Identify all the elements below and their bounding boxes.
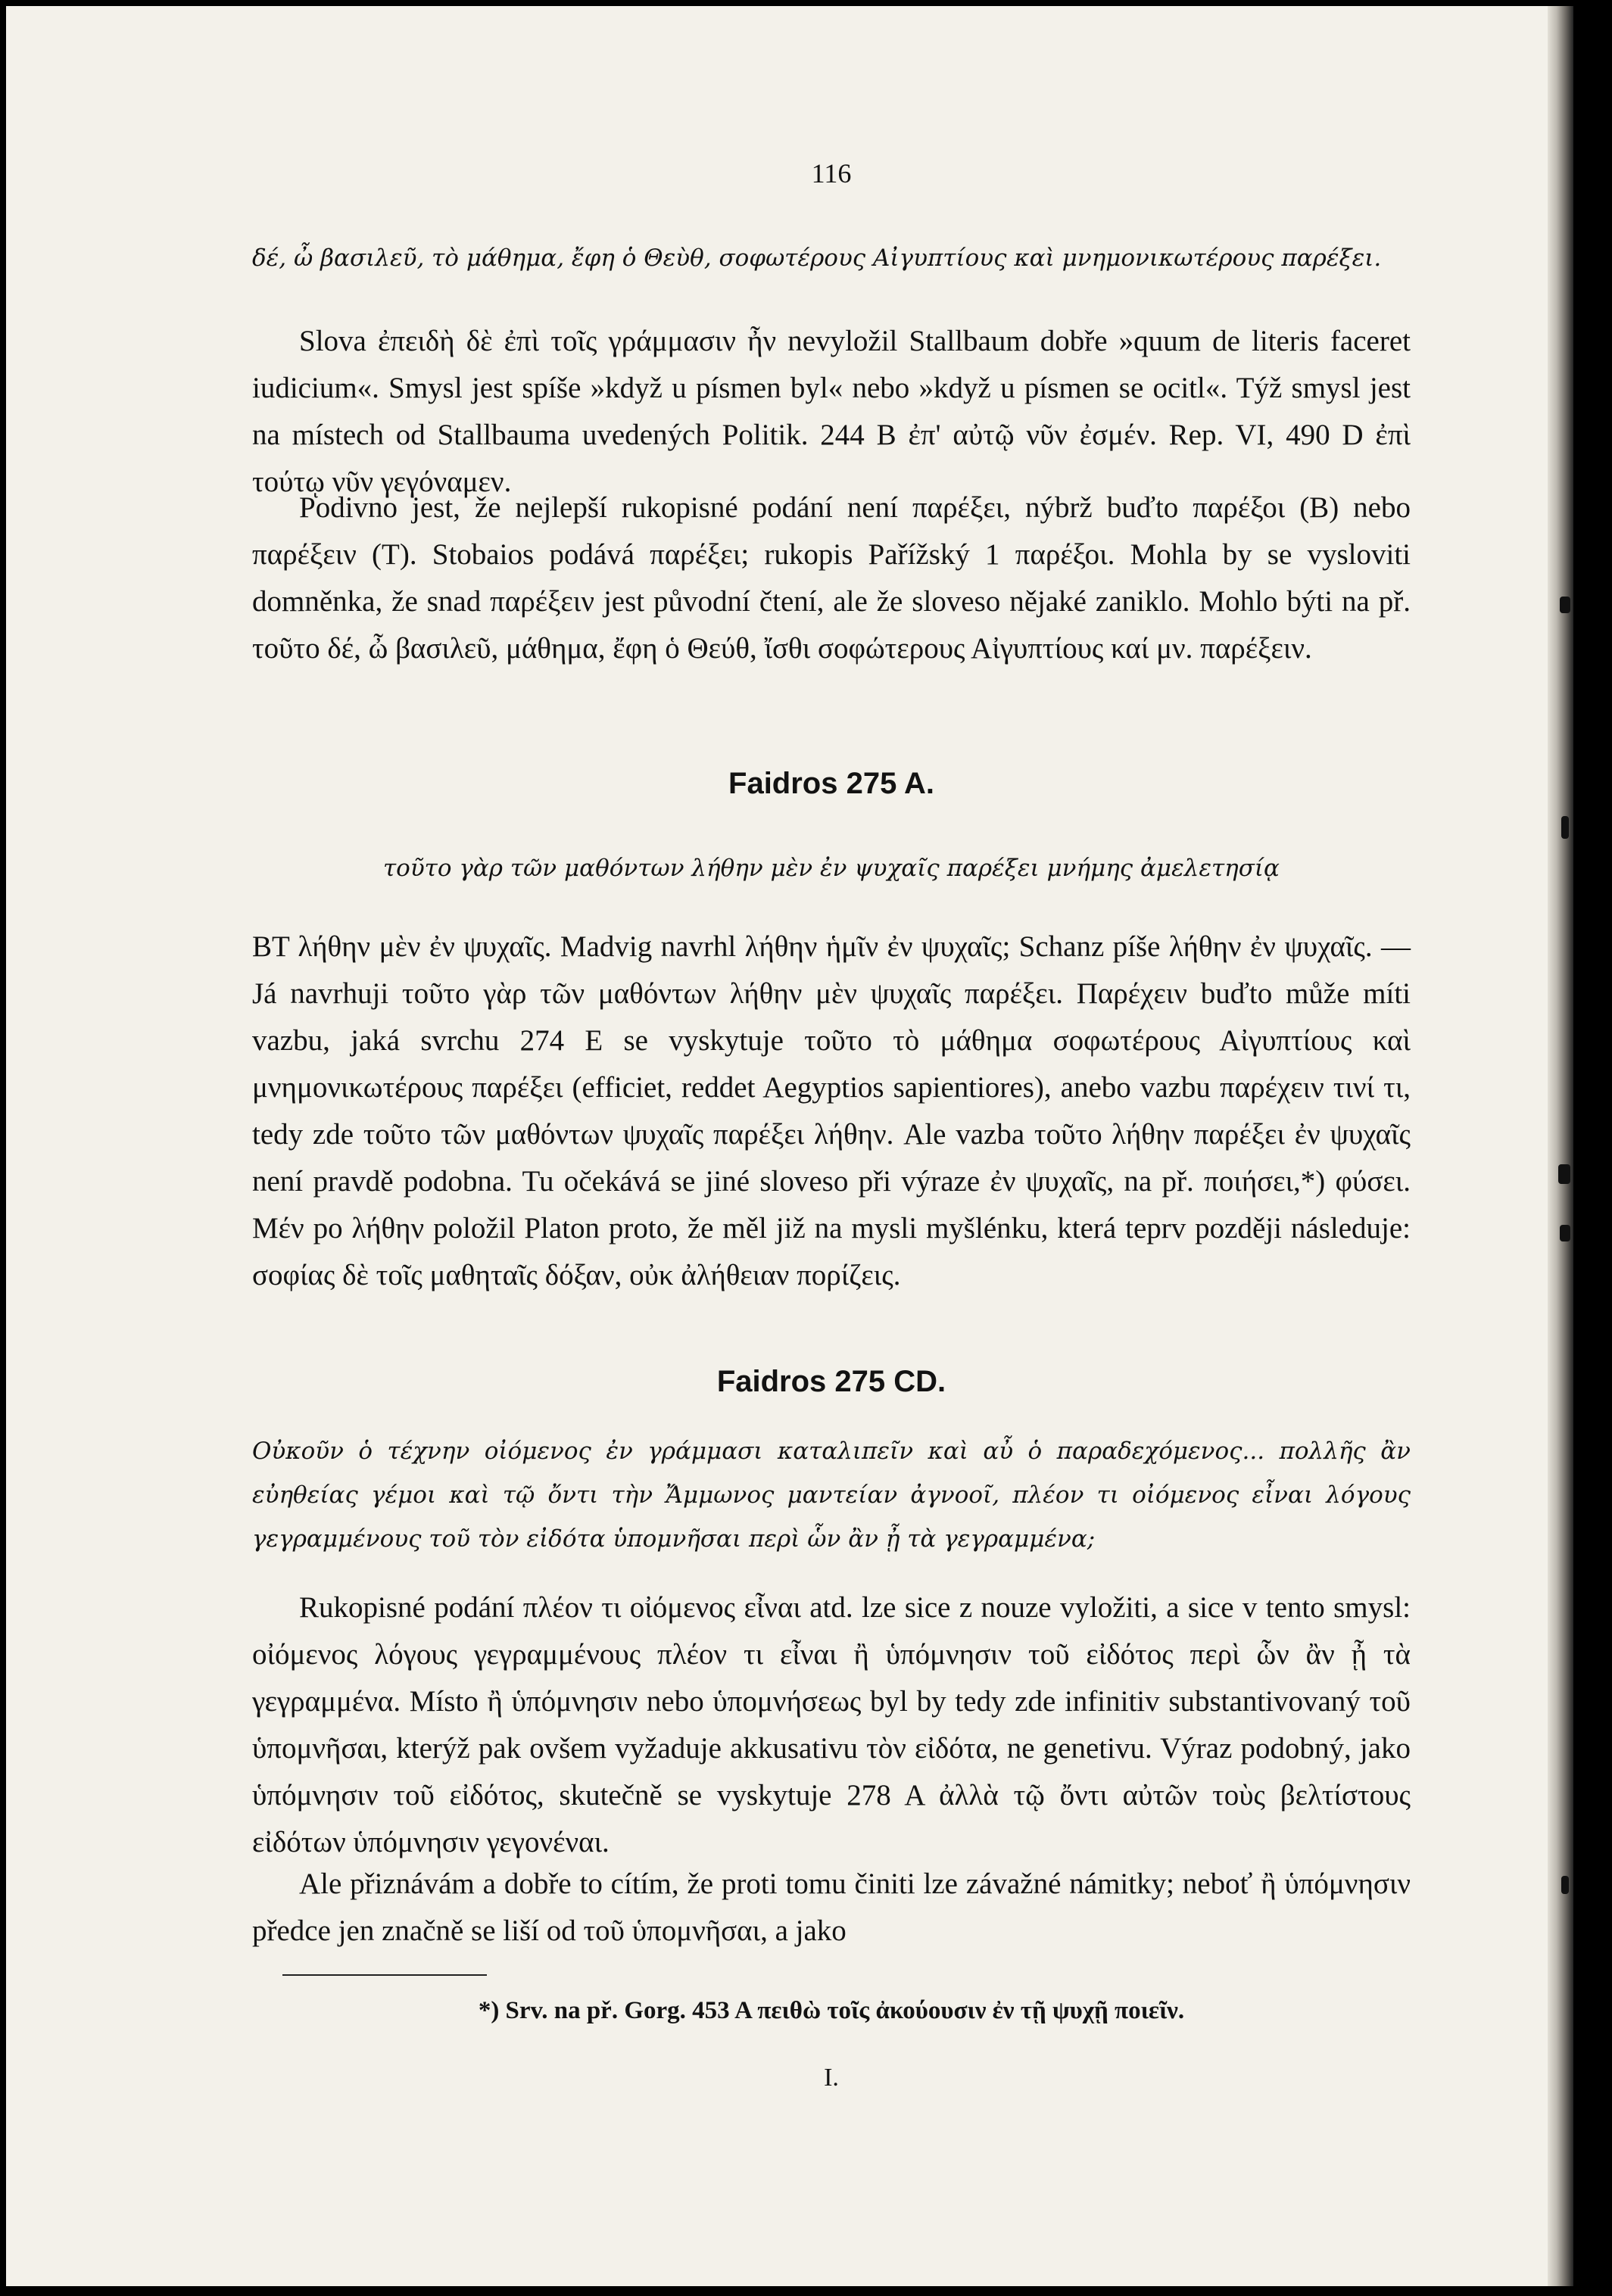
page-edge-shadow xyxy=(1548,6,1573,2286)
paragraph-text: BT λήθην μὲν ἐν ψυχαῖς. Madvig navrhl λήθην ἡμῖν ἐν ψυχαῖς; Schanz píše λήθην ἐν ψυχαῖς. — Já navrhuji τοῦτο γὰρ τῶν μαθόντων λήθην μὲν ψυχαῖς παρέξει. Παρέχειν buďto může míti vazbu, jaká svrchu 274 E se vyskytuje τοῦτο τὸ μάθημα σοφωτέρους Αἰγυπτίους καὶ μνημονικωτέρους παρέξει (efficiet, reddet Aegyptios sapientiores), anebo vazbu παρέχειν τινί τι, tedy zde τοῦτο τῶν μαθόντων ψυχαῖς παρέξει λήθην. Ale vazba τοῦτο λήθην παρέξει ἐν ψυχαῖς není pravdě podobna. Tu očekává se jiné sloveso při výraze ἐν ψυχαῖς, na př. ποιήσει,*) φύσει. Μέν po λήθην položil Platon proto, že měl již na mysli myšlénku, která teprv později následuje: σοφίας δὲ τοῖς μαθηταῖς δόξαν, οὐκ ἀλήθειαν πορίζεις. xyxy=(252,930,1411,1291)
section-heading-275a: Faidros 275 A. xyxy=(728,767,934,800)
paragraph-3 xyxy=(252,484,1411,672)
edge-mark xyxy=(1560,1225,1570,1241)
paragraph-text: Slova ἐπειδὴ δὲ ἐπὶ τοῖς γράμμασιν ἦν nevyložil Stallbaum dobře »quum de literis faceret iudicium«. Smysl jest spíše »když u písmen byl« nebo »když u písmen se ocitl«. Týž smysl jest na místech od Stallbauma uvedených Politik. 244 B ἐπ' αὐτῷ νῦν ἐσμέν. Rep. VI, 490 D ἐπὶ τούτῳ νῦν γεγόναμεν. xyxy=(252,325,1411,498)
signature-mark: I. xyxy=(824,2064,839,2092)
paragraph-text: δέ, ὦ βασιλεῦ, τὸ μάθημα, ἔφη ὁ Θεὺθ, σοφωτέρους Αἰγυπτίους καὶ μνημονικωτέρους παρέξει. xyxy=(252,245,1382,272)
paragraph-4 xyxy=(252,924,1411,1299)
footnote: *) Srv. na př. Gorg. 453 A πειθὼ τοῖς ἀκούουσιν ἐν τῇ ψυχῇ ποιεῖν. xyxy=(478,1997,1185,2024)
paragraph-2 xyxy=(252,318,1411,506)
edge-mark xyxy=(1561,1876,1569,1894)
paragraph-text: Rukopisné podání πλέον τι οἰόμενος εἶναι atd. lze sice z nouze vyložiti, a sice v tento smysl: οἰόμενος λόγους γεγραμμένους πλέον τι εἶναι ἢ ὑπόμνησιν τοῦ εἰδότος περὶ ὧν ἂν ᾖ τὰ γεγραμμένα. Místo ἢ ὑπόμνησιν nebo ὑπομνήσεως byl by tedy zde infinitiv substantivovaný τοῦ ὑπομνῆσαι, kterýž pak ovšem vyžaduje akkusativu τὸν εἰδότα, ne genetivu. Výraz podobný, jako ὑπόμνησιν τοῦ εἰδότος, skutečně se vyskytuje 278 A ἀλλὰ τῷ ὄντι αὐτῶν τοὺς βελτίστους εἰδότων ὑπόμνησιν γεγονέναι. xyxy=(252,1591,1411,1858)
footnote-rule xyxy=(282,1974,487,1976)
edge-mark xyxy=(1561,816,1569,839)
edge-mark xyxy=(1560,597,1570,613)
paragraph-6 xyxy=(252,1861,1411,1955)
greek-quote-275cd: Οὐκοῦν ὁ τέχνην οἰόμενος ἐν γράμμασι καταλιπεῖν καὶ αὖ ὁ παραδεχόμενος... πολλῆς ἂν εὐηθείας γέμοι καὶ τῷ ὄντι τὴν Ἄμμωνος μαντείαν ἀγνοοῖ, πλέον τι οἰόμενος εἶναι λόγους γεγραμμένους τοῦ τὸν εἰδότα ὑπομνῆσαι περὶ ὧν ἂν ᾖ τὰ γεγραμμένα; xyxy=(252,1438,1411,1553)
paragraph-1 xyxy=(252,233,1411,282)
edge-mark xyxy=(1558,1164,1570,1184)
greek-quote-275a: τοῦτο γὰρ τῶν μαθόντων λήθην μὲν ἐν ψυχαῖς παρέξει μνήμης ἀμελετησίᾳ xyxy=(383,855,1280,882)
section-heading-275cd: Faidros 275 CD. xyxy=(716,1365,946,1398)
page xyxy=(6,6,1573,2286)
paragraph-5 xyxy=(252,1584,1411,1866)
page-number: 116 xyxy=(811,158,852,188)
paragraph-text: Podivno jest, že nejlepší rukopisné podání není παρέξει, nýbrž buďto παρέξοι (B) nebo παρέξειν (T). Stobaios podává παρέξει; rukopis Pařížský 1 παρέξοι. Mohla by se vysloviti domněnka, že snad παρέξειν jest původní čtení, ale že sloveso nějaké zaniklo. Mohlo býti na př. τοῦτο δέ, ὦ βασιλεῦ, μάθημα, ἔφη ὁ Θεύθ, ἴσθι σοφώτερους Αἰγυπτίους καί μν. παρέξειν. xyxy=(252,491,1411,665)
paragraph-text: Ale přiznávám a dobře to cítím, že proti tomu činiti lze závažné námitky; neboť ἢ ὑπόμνησιν předce jen značně se liší od τοῦ ὑπομνῆσαι, a jako xyxy=(252,1868,1411,1947)
